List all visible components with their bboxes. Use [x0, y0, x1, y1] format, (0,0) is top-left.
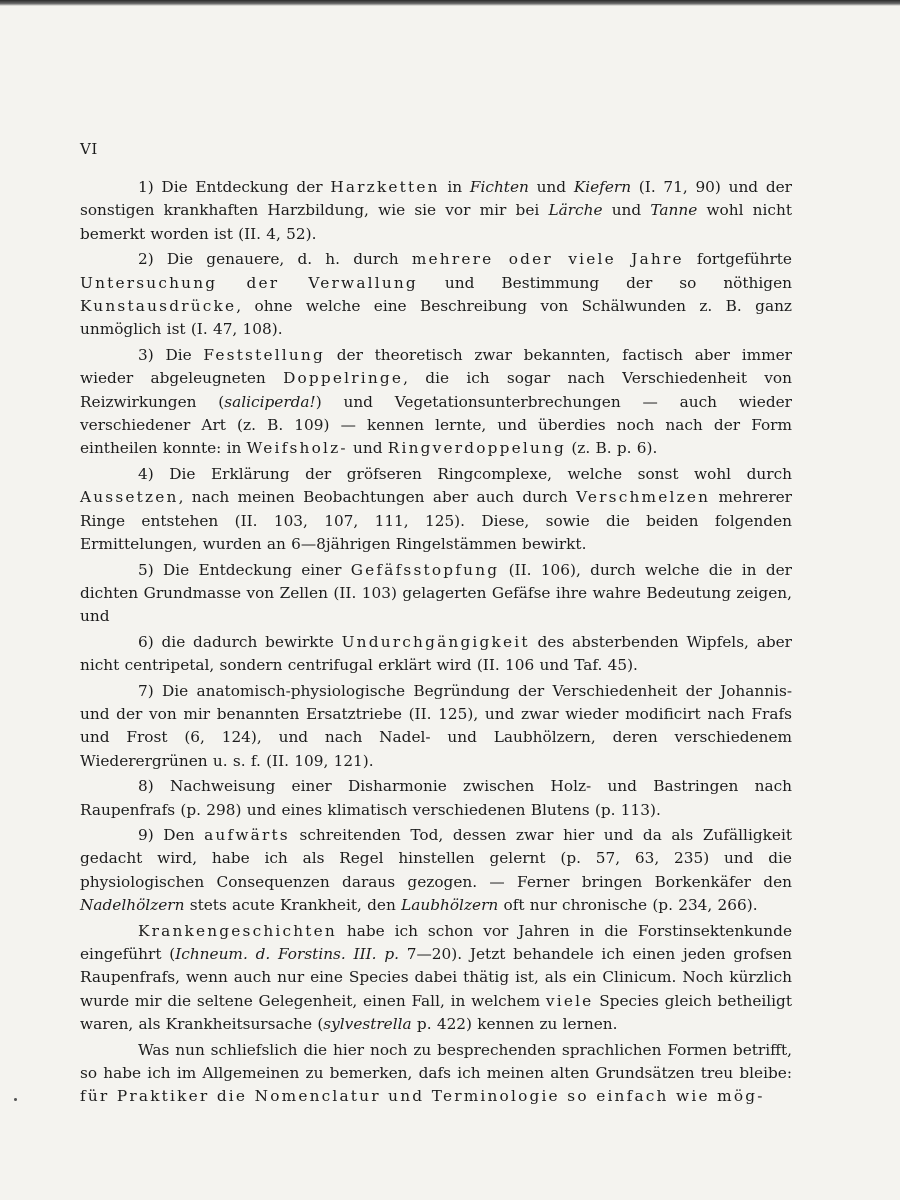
text-run: 1) Die Entdeckung der [138, 178, 331, 196]
italic-term: Kiefern [573, 178, 632, 196]
italic-term: Nadelhölzern [80, 896, 185, 915]
spaced-emphasis-text: aufwärts [204, 825, 290, 844]
text-run: 7—20). Jetzt behandele ich einen jeden grofsen Raupenfrafs, wenn auch nur eine Species dabei thätig ist, als ein Clinicum. Noch kürzlich wurde mir die seltene Gelegenheit, einen Fall, in welchem [80, 945, 792, 1010]
paragraph-6 [80, 631, 792, 678]
text-run: (II. 106), durch welche die in der dichten Grundmasse von Zellen (II. 103) gelagerten Gefäfse ihre wahre Bedeutung zeigen, und [80, 560, 792, 626]
text-run: Species gleich betheiligt waren, als Krankheitsursache ( [80, 991, 792, 1034]
italic-term: Fichten [469, 178, 529, 196]
text-run: 3) Die [138, 345, 204, 364]
text-run: und [347, 439, 388, 458]
italic-term: sylvestrella [323, 1015, 412, 1034]
text-run: , ohne welche eine Beschreibung von Schälwunden z. B. ganz unmöglich ist (I. 47, 108). [80, 297, 792, 339]
text-run: mehrerer Ringe entstehen (II. 103, 107, 111, 125). Diese, sowie die beiden folgenden Ermittelungen, wurden an 6—8jährigen Ringelstämmen bewirkt. [80, 488, 792, 554]
paragraph-11 [80, 1039, 792, 1109]
spaced-emphasis-text: Untersuchung der Verwallung [80, 273, 418, 292]
text-run: habe ich schon vor Jahren in die Forstinsektenkunde eingeführt ( [80, 921, 792, 963]
spaced-emphasis-text: für Praktiker die Nomenclatur und Terminologie so einfach wie mög- [80, 1087, 765, 1106]
italic-term: Lärche [548, 201, 603, 220]
text-run: 2) Die genauere, d. h. durch [138, 250, 412, 269]
spaced-emphasis-text: Feststellung [203, 345, 325, 364]
text-run: 5) Die Entdeckung einer [138, 560, 351, 579]
text-run: wohl nicht bemerkt worden ist (II. 4, 52). [80, 201, 792, 243]
spaced-emphasis-text: Krankengeschichten [138, 921, 337, 940]
text-run: oft nur chronische (p. 234, 266). [498, 896, 758, 915]
scan-top-edge [0, 0, 900, 6]
paragraph-1 [80, 176, 792, 246]
spaced-emphasis-text: Verschmelzen [576, 488, 711, 507]
text-run: stets acute Krankheit, den [184, 896, 402, 915]
text-run: ) und Vegetationsunterbrechungen — auch wieder verschiedener Art (z. B. 109) — kennen lernte, und überdies noch nach der Form eintheilen konnte: in [80, 392, 792, 458]
paragraph-9 [80, 824, 792, 918]
text-run: p. 422) kennen zu lernen. [411, 1015, 618, 1034]
paragraph-7 [80, 680, 792, 774]
text-run: der theoretisch zwar bekannten, factisch aber immer wieder abgeleugneten [80, 345, 792, 388]
text-run: und Bestimmung der so nöthigen [417, 273, 792, 292]
italic-term: Tanne [650, 201, 698, 220]
text-run: (z. B. p. 6). [566, 439, 658, 458]
paragraph-5 [80, 559, 792, 629]
spaced-emphasis-text: Ringverdoppelung [387, 439, 567, 458]
spaced-emphasis-text: Doppelringe [283, 369, 404, 388]
spaced-emphasis-text: Kunstausdrücke [80, 297, 237, 316]
spaced-emphasis-text: Harzketten [330, 178, 440, 196]
text-run: fortgeführte [683, 250, 792, 269]
italic-term: Ichneum. d. Forstins. III. p. [175, 945, 399, 963]
text-run: in [439, 178, 470, 196]
text-run: 7) Die anatomisch-physiologische Begründung der Verschiedenheit der Johannis- und der von mir benannten Ersatztriebe (II. 125), und zwar wieder modificirt nach Frafs und Frost (6, 124), und nach Nadel- und Laubhölzern, deren verschiedenem Wiederergrünen u. s. f. (II. 109, 121). [80, 681, 792, 770]
page-text-body [80, 176, 792, 1109]
text-run: 8) Nachweisung einer Disharmonie zwischen Holz- und Bastringen nach Raupenfrafs (p. 298) und eines klimatisch verschiedenen Blutens (p. 113). [80, 777, 792, 819]
text-run: Was nun schliefslich die hier noch zu besprechenden sprachlichen Formen betrifft, so habe ich im Allgemeinen zu bemerken, dafs ich meinen alten Grundsätzen treu bleibe: [80, 1040, 792, 1083]
italic-term: saliciperda! [224, 392, 316, 411]
italic-term: Laubhölzern [401, 896, 499, 915]
text-run: , die ich sogar nach Verschiedenheit von Reizwirkungen ( [80, 369, 792, 411]
book-page [80, 140, 792, 1109]
spaced-emphasis-text: Aussetzen [80, 488, 179, 507]
text-run: 4) Die Erklärung der gröfseren Ringcomplexe, welche sonst wohl durch [138, 464, 792, 483]
text-run: , nach meinen Beobachtungen aber auch durch [178, 488, 577, 507]
text-run: schreitenden Tod, dessen zwar hier und da als Zufälligkeit gedacht wird, habe ich als Regel hinstellen gelernt (p. 57, 63, 235) und die physiologischen Consequenzen daraus gezogen. — Ferner bringen Borkenkäfer den [80, 825, 792, 891]
spaced-emphasis-text: Gefäfsstopfung [350, 560, 500, 579]
spaced-emphasis-text: viele [545, 991, 594, 1010]
text-run: und [602, 201, 651, 220]
text-run: des absterbenden Wipfels, aber nicht centripetal, sondern centrifugal erklärt wird (II. 106 und Taf. 45). [80, 632, 792, 675]
paragraph-2 [80, 248, 792, 342]
text-run: 9) Den [138, 825, 205, 844]
spaced-emphasis-text: Weifsholz- [246, 439, 348, 458]
spaced-emphasis-text: Undurchgängigkeit [341, 632, 530, 651]
text-run: (I. 71, 90) und der sonstigen krankhaften Harzbildung, wie sie vor mir bei [80, 178, 792, 220]
paragraph-8 [80, 775, 792, 822]
page-number: VI [80, 140, 98, 158]
text-run: und [528, 178, 574, 196]
paragraph-3 [80, 344, 792, 461]
text-run: 6) die dadurch bewirkte [138, 632, 342, 651]
scan-speck [14, 1098, 17, 1101]
paragraph-10 [80, 920, 792, 1037]
spaced-emphasis-text: mehrere oder viele Jahre [411, 250, 684, 269]
paragraph-4 [80, 463, 792, 557]
